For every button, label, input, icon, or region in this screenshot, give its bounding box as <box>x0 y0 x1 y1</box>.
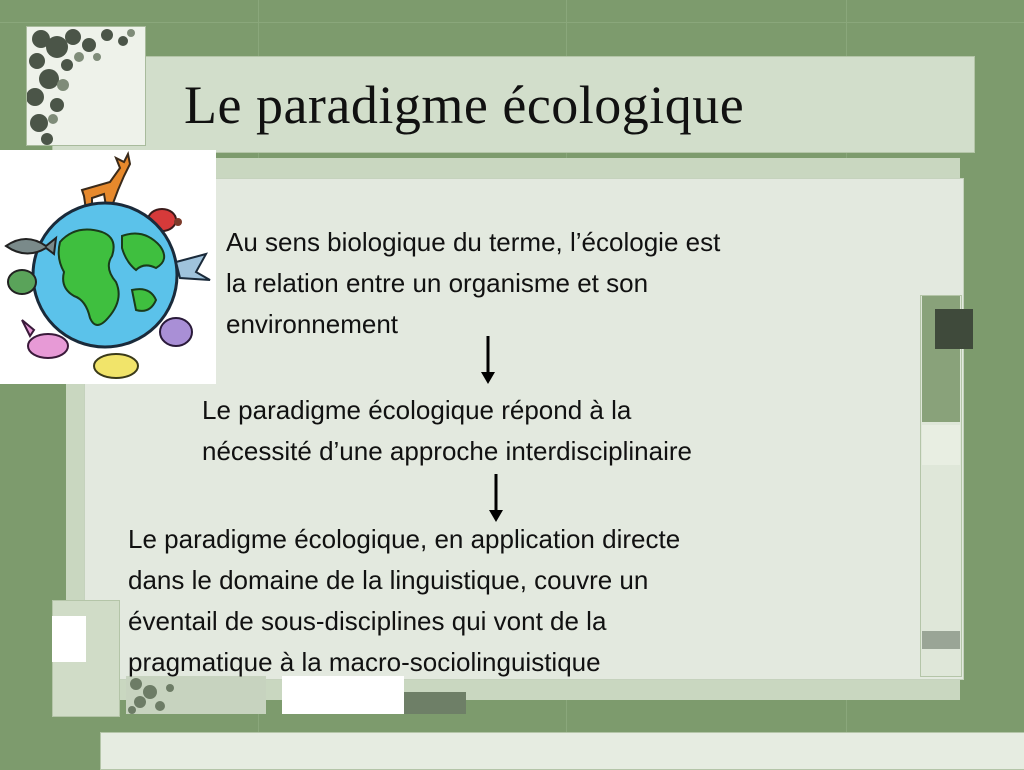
bottom-bar <box>100 732 1024 770</box>
earth-globe-icon <box>33 203 177 347</box>
green-turtle-icon <box>8 270 36 294</box>
right-strip-light-block <box>922 425 960 465</box>
text-line: dans le domaine de la linguistique, couvre un <box>128 565 649 595</box>
paragraph-interdisciplinary <box>202 390 902 472</box>
bottom-left-white-block <box>52 616 86 662</box>
slide-title: Le paradigme écologique <box>184 75 745 135</box>
text-line: la relation entre un organisme et son <box>226 268 649 298</box>
right-strip-dark-block <box>935 309 973 349</box>
earth-animals-illustration <box>0 150 216 384</box>
cat-icon <box>160 318 192 346</box>
arrow-down-icon <box>486 474 506 524</box>
text-line: Au sens biologique du terme, l’écologie est <box>226 227 721 257</box>
right-strip-grey-block <box>922 631 960 649</box>
text-line: nécessité d’une approche interdisciplinaire <box>202 436 692 466</box>
paragraph-linguistics <box>128 519 908 683</box>
duck-icon <box>94 354 138 378</box>
text-line: Le paradigme écologique, en application directe <box>128 524 681 554</box>
bg-grid-line <box>0 22 1024 23</box>
text-line: Le paradigme écologique répond à la <box>202 395 632 425</box>
bird-icon <box>176 254 210 280</box>
tree-photo <box>26 26 146 146</box>
text-line: environnement <box>226 309 398 339</box>
text-line: pragmatique à la macro-sociolinguistique <box>128 647 601 677</box>
bottom-dark-block <box>404 692 466 714</box>
arrow-down-icon <box>478 336 498 386</box>
text-line: éventail de sous-disciplines qui vont de la <box>128 606 607 636</box>
paragraph-definition <box>226 222 896 345</box>
